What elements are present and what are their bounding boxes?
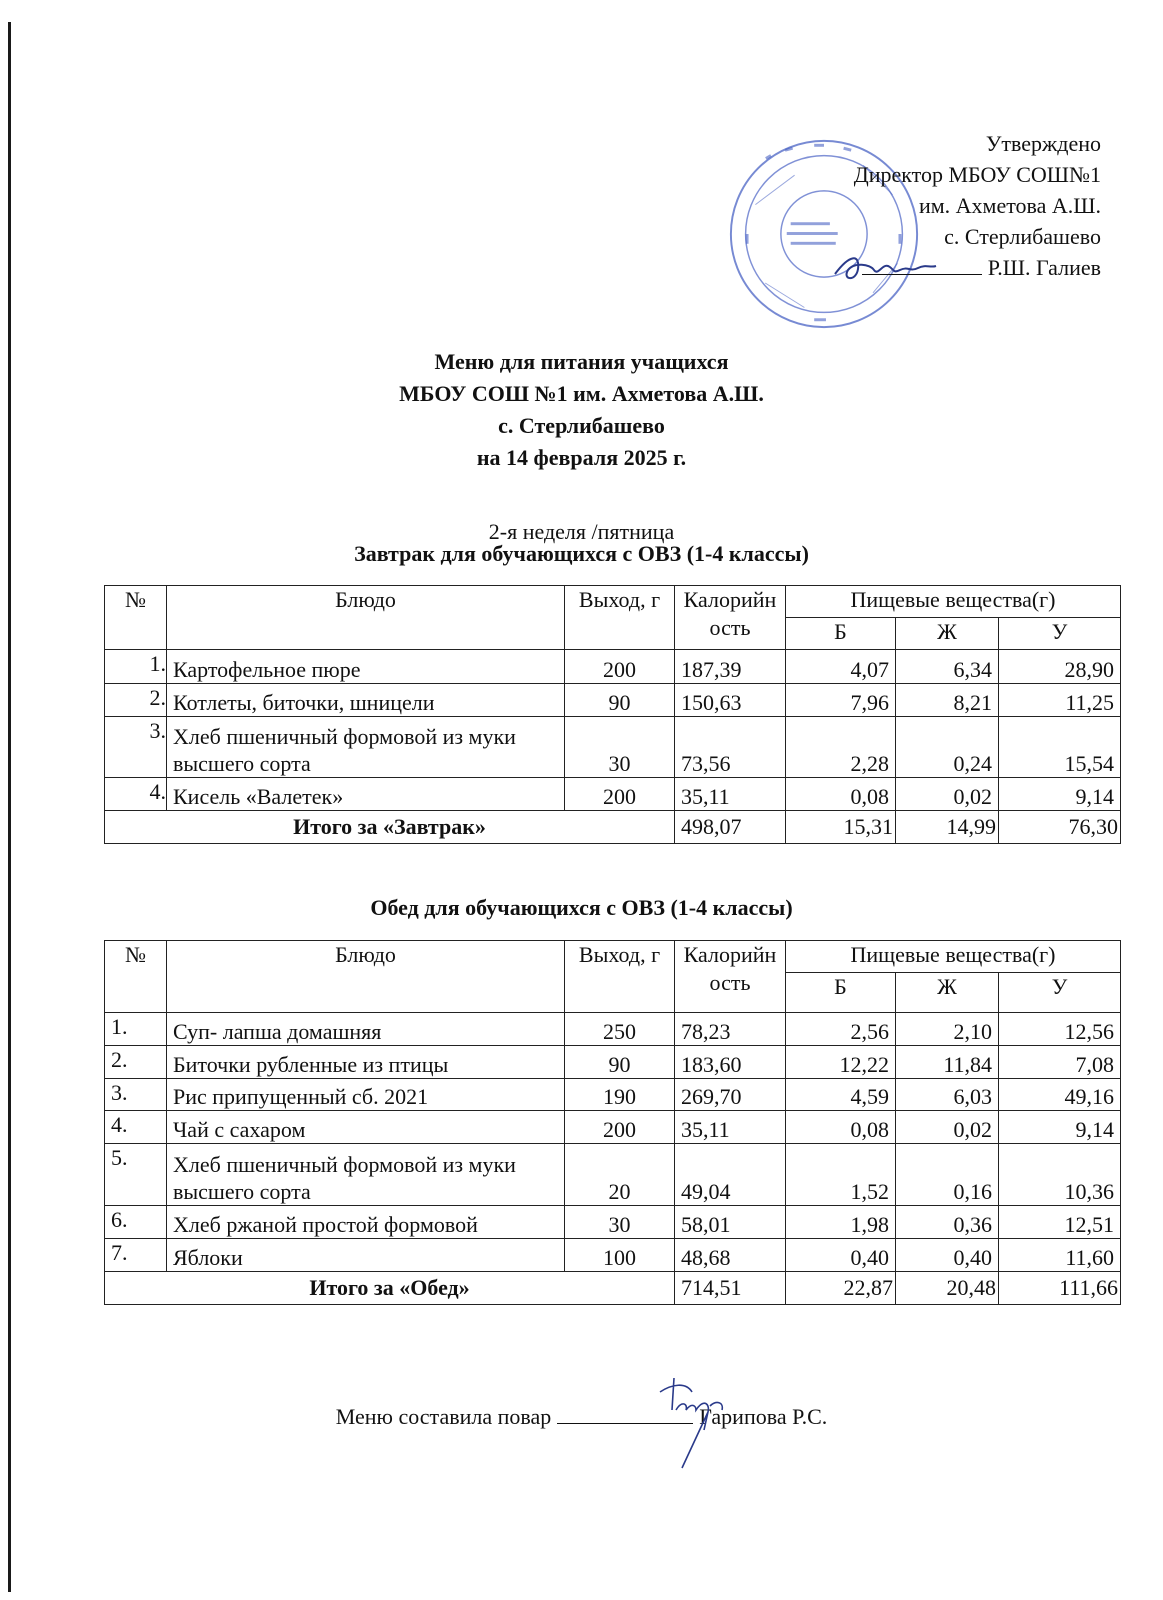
dish-protein: 4,59: [786, 1079, 896, 1111]
col-yield: Выход, г: [565, 941, 675, 1013]
dish-yield: 90: [565, 684, 675, 717]
dish-protein: 4,07: [786, 650, 896, 684]
dish-carbs: 28,90: [999, 650, 1121, 684]
dish-fat: 0,40: [896, 1239, 999, 1272]
dish-name: Картофельное пюре: [167, 650, 565, 684]
dish-calories: 48,68: [675, 1239, 786, 1272]
dish-yield: 30: [565, 717, 675, 778]
dish-carbs: 15,54: [999, 717, 1121, 778]
dish-protein: 0,08: [786, 778, 896, 811]
dish-carbs: 12,56: [999, 1013, 1121, 1046]
dish-yield: 100: [565, 1239, 675, 1272]
dish-fat: 0,02: [896, 778, 999, 811]
row-number: 7.: [105, 1239, 167, 1272]
total-zh: 20,48: [896, 1272, 999, 1305]
table-row: [105, 778, 1121, 811]
dish-carbs: 9,14: [999, 1111, 1121, 1144]
col-nutrients: Пищевые вещества(г): [786, 586, 1121, 618]
dish-carbs: 10,36: [999, 1144, 1121, 1206]
col-calories: Калорийность: [675, 586, 786, 650]
director-signature: [830, 244, 940, 294]
director-name: Р.Ш. Галиев: [987, 255, 1101, 280]
breakfast-total-row: [105, 811, 1121, 844]
table-row: [105, 650, 1121, 684]
approval-village: с. Стерлибашево: [944, 224, 1101, 249]
total-calories: 498,07: [675, 811, 786, 844]
dish-yield: 30: [565, 1206, 675, 1239]
document-title: [0, 346, 1163, 474]
dish-fat: 0,36: [896, 1206, 999, 1239]
week-day: 2-я неделя /пятница: [488, 519, 675, 544]
dish-name: Чай с сахаром: [167, 1111, 565, 1144]
dish-fat: 2,10: [896, 1013, 999, 1046]
table-row: [105, 684, 1121, 717]
dish-name: Котлеты, биточки, шницели: [167, 684, 565, 717]
dish-yield: 250: [565, 1013, 675, 1046]
dish-protein: 0,40: [786, 1239, 896, 1272]
dish-carbs: 11,25: [999, 684, 1121, 717]
col-zh: Ж: [896, 973, 999, 1013]
lunch-caption: Обед для обучающихся с ОВЗ (1-4 классы): [370, 895, 793, 920]
dish-carbs: 11,60: [999, 1239, 1121, 1272]
row-number: 4.: [105, 778, 167, 811]
dish-calories: 35,11: [675, 1111, 786, 1144]
row-number: 2.: [105, 1046, 167, 1079]
dish-protein: 2,28: [786, 717, 896, 778]
table-row: [105, 1206, 1121, 1239]
lunch-table: [104, 940, 1121, 1305]
cook-name: Гарипова Р.С.: [699, 1404, 828, 1429]
dish-yield: 20: [565, 1144, 675, 1206]
col-b: Б: [786, 618, 896, 650]
dish-calories: 187,39: [675, 650, 786, 684]
col-nutrients: Пищевые вещества(г): [786, 941, 1121, 973]
table-row: [105, 1111, 1121, 1144]
dish-calories: 73,56: [675, 717, 786, 778]
table-row: [105, 717, 1121, 778]
dish-name: Яблоки: [167, 1239, 565, 1272]
footer: [0, 1403, 1163, 1430]
dish-protein: 7,96: [786, 684, 896, 717]
title-line-1: Меню для питания учащихся: [434, 349, 729, 374]
dish-calories: 150,63: [675, 684, 786, 717]
col-u: У: [999, 618, 1121, 650]
col-no: №: [105, 586, 167, 650]
col-calories: Калорийность: [675, 941, 786, 1013]
row-number: 3.: [105, 717, 167, 778]
cook-signature: [652, 1370, 742, 1470]
dish-name: Суп- лапша домашняя: [167, 1013, 565, 1046]
dish-fat: 0,16: [896, 1144, 999, 1206]
total-b: 22,87: [786, 1272, 896, 1305]
row-number: 6.: [105, 1206, 167, 1239]
dish-calories: 269,70: [675, 1079, 786, 1111]
total-u: 76,30: [999, 811, 1121, 844]
col-dish: Блюдо: [167, 586, 565, 650]
dish-fat: 0,24: [896, 717, 999, 778]
col-u: У: [999, 973, 1121, 1013]
dish-name: Кисель «Валетек»: [167, 778, 565, 811]
dish-yield: 200: [565, 778, 675, 811]
dish-protein: 1,98: [786, 1206, 896, 1239]
dish-protein: 0,08: [786, 1111, 896, 1144]
dish-name: Хлеб ржаной простой формовой: [167, 1206, 565, 1239]
col-dish: Блюдо: [167, 941, 565, 1013]
dish-name: Хлеб пшеничный формовой из муки высшего сорта: [167, 1144, 565, 1206]
approval-school: им. Ахметова А.Ш.: [918, 193, 1101, 218]
table-row: [105, 1239, 1121, 1272]
title-line-3: с. Стерлибашево: [498, 413, 665, 438]
total-label: Итого за «Завтрак»: [105, 811, 675, 844]
footer-prefix: Меню составила повар: [335, 1404, 552, 1429]
total-u: 111,66: [999, 1272, 1121, 1305]
dish-carbs: 12,51: [999, 1206, 1121, 1239]
table-row: [105, 1046, 1121, 1079]
col-zh: Ж: [896, 618, 999, 650]
col-yield: Выход, г: [565, 586, 675, 650]
dish-calories: 183,60: [675, 1046, 786, 1079]
dish-carbs: 49,16: [999, 1079, 1121, 1111]
total-label: Итого за «Обед»: [105, 1272, 675, 1305]
dish-calories: 49,04: [675, 1144, 786, 1206]
dish-calories: 58,01: [675, 1206, 786, 1239]
table-row: [105, 1079, 1121, 1111]
dish-protein: 1,52: [786, 1144, 896, 1206]
dish-calories: 35,11: [675, 778, 786, 811]
row-number: 1.: [105, 650, 167, 684]
dish-name: Рис припущенный сб. 2021: [167, 1079, 565, 1111]
total-calories: 714,51: [675, 1272, 786, 1305]
dish-fat: 8,21: [896, 684, 999, 717]
dish-carbs: 9,14: [999, 778, 1121, 811]
lunch-total-row: [105, 1272, 1121, 1305]
approval-heading: Утверждено: [985, 131, 1101, 156]
dish-name: Биточки рубленные из птицы: [167, 1046, 565, 1079]
dish-yield: 200: [565, 1111, 675, 1144]
dish-fat: 6,34: [896, 650, 999, 684]
dish-carbs: 7,08: [999, 1046, 1121, 1079]
dish-calories: 78,23: [675, 1013, 786, 1046]
table-row: [105, 1013, 1121, 1046]
total-zh: 14,99: [896, 811, 999, 844]
row-number: 2.: [105, 684, 167, 717]
title-line-2: МБОУ СОШ №1 им. Ахметова А.Ш.: [399, 381, 764, 406]
dish-yield: 90: [565, 1046, 675, 1079]
dish-protein: 2,56: [786, 1013, 896, 1046]
row-number: 5.: [105, 1144, 167, 1206]
dish-fat: 11,84: [896, 1046, 999, 1079]
dish-fat: 6,03: [896, 1079, 999, 1111]
approval-position: Директор МБОУ СОШ№1: [853, 162, 1101, 187]
dish-name: Хлеб пшеничный формовой из муки высшего сорта: [167, 717, 565, 778]
total-b: 15,31: [786, 811, 896, 844]
row-number: 1.: [105, 1013, 167, 1046]
dish-yield: 190: [565, 1079, 675, 1111]
row-number: 4.: [105, 1111, 167, 1144]
scan-edge: [8, 22, 11, 1592]
dish-protein: 12,22: [786, 1046, 896, 1079]
dish-yield: 200: [565, 650, 675, 684]
col-b: Б: [786, 973, 896, 1013]
row-number: 3.: [105, 1079, 167, 1111]
breakfast-caption: Завтрак для обучающихся с ОВЗ (1-4 классы): [354, 541, 809, 566]
dish-fat: 0,02: [896, 1111, 999, 1144]
table-row: [105, 1144, 1121, 1206]
breakfast-table: [104, 585, 1121, 844]
title-line-4: на 14 февраля 2025 г.: [476, 445, 687, 470]
col-no: №: [105, 941, 167, 1013]
